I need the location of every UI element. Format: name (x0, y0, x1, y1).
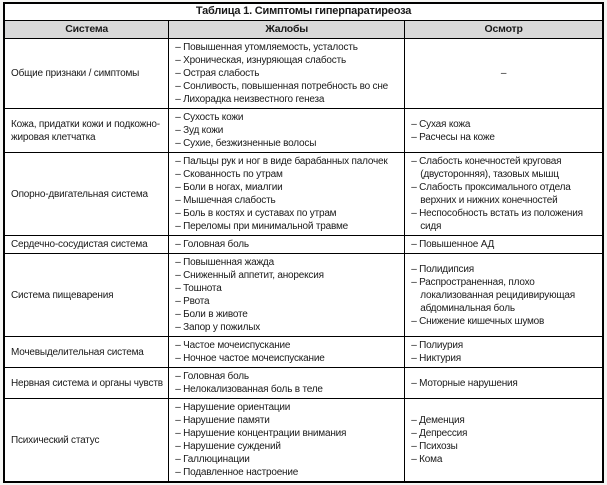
examination-cell (405, 153, 603, 236)
table-row (4, 153, 603, 236)
examination-empty-cell: – (405, 39, 603, 109)
complaints-cell (169, 39, 405, 109)
symptom-item: – Зуд кожи (175, 125, 224, 136)
complaints-cell (169, 236, 405, 254)
symptom-item: – Сухие, безжизненные волосы (175, 138, 317, 149)
table-row (4, 109, 603, 153)
symptom-item: – Острая слабость (175, 68, 260, 79)
table-header-row (4, 21, 603, 39)
table-body (4, 39, 603, 483)
complaints-cell (169, 337, 405, 368)
symptom-item: – Головная боль (175, 239, 249, 250)
symptom-item: – Депрессия (411, 428, 468, 439)
symptom-list (411, 155, 598, 233)
complaints-cell (169, 399, 405, 483)
symptom-list (175, 370, 400, 396)
table-row (4, 368, 603, 399)
symptom-item: – Психозы (411, 441, 458, 452)
symptom-item: – Нарушение памяти (175, 415, 270, 426)
symptom-item: – Лихорадка неизвестного генеза (175, 94, 325, 105)
table-row (4, 254, 603, 337)
symptom-item: – Хроническая, изнуряющая слабость (175, 55, 346, 66)
symptom-item: – Кома (411, 454, 443, 465)
complaints-cell (169, 254, 405, 337)
table-row (4, 337, 603, 368)
symptom-item: – Пальцы рук и ног в виде барабанных палочек (175, 156, 388, 167)
symptom-item: – Сухость кожи (175, 112, 244, 123)
system-cell: Нервная система и органы чувств (4, 368, 169, 399)
symptom-list (175, 238, 400, 251)
examination-cell (405, 399, 603, 483)
symptom-item: – Боли в животе (175, 309, 248, 320)
symptom-item: – Нарушение суждений (175, 441, 281, 452)
symptom-item: – Галлюцинации (175, 454, 250, 465)
symptom-item: – Сухая кожа (411, 118, 471, 130)
symptom-list (411, 414, 598, 466)
symptom-item: – Снижение кишечных шумов (411, 315, 545, 327)
symptom-item: – Распространенная, плохо локализованная рецидивирующая абдоминальная боль (411, 276, 576, 314)
complaints-cell (169, 368, 405, 399)
examination-cell (405, 109, 603, 153)
symptom-item: – Нелокализованная боль в теле (175, 384, 323, 395)
symptom-item: – Рвота (175, 296, 210, 307)
symptom-list (411, 263, 598, 328)
complaints-cell (169, 109, 405, 153)
symptom-list (175, 256, 400, 334)
examination-cell (405, 236, 603, 254)
symptom-item: – Тошнота (175, 283, 222, 294)
symptom-item: – Головная боль (175, 371, 249, 382)
system-cell: Сердечно-сосудистая система (4, 236, 169, 254)
symptom-item: – Нарушение ориентации (175, 402, 291, 413)
symptom-item: – Боль в костях и суставах по утрам (175, 208, 337, 219)
complaints-cell (169, 153, 405, 236)
system-cell: Опорно-двигательная система (4, 153, 169, 236)
symptom-list (175, 41, 400, 106)
symptom-list (175, 401, 400, 479)
system-cell: Общие признаки / симптомы (4, 39, 169, 109)
symptom-item: – Полидипсия (411, 263, 474, 275)
examination-cell (405, 254, 603, 337)
symptom-item: – Переломы при минимальной травме (175, 221, 349, 232)
column-header-system: Система (4, 21, 169, 39)
symptom-item: – Расчесы на коже (411, 131, 495, 143)
symptom-list (411, 339, 598, 365)
table-row (4, 39, 603, 109)
system-cell: Мочевыделительная система (4, 337, 169, 368)
examination-cell (405, 368, 603, 399)
symptom-item: – Частое мочеиспускание (175, 340, 291, 351)
symptom-item: – Деменция (411, 415, 465, 426)
system-cell: Кожа, придатки кожи и подкожно-жировая клетчатка (4, 109, 169, 153)
system-cell: Система пищеварения (4, 254, 169, 337)
symptom-item: – Слабость проксимального отдела верхних и нижних конечностей (411, 182, 571, 206)
symptoms-table (3, 2, 604, 483)
symptom-item: – Полиурия (411, 340, 463, 351)
symptom-list (175, 339, 400, 365)
symptom-item: – Неспособность встать из положения сидя (411, 208, 583, 232)
symptom-item: – Повышенное АД (411, 239, 495, 250)
symptom-list (175, 111, 400, 150)
symptom-item: – Моторные нарушения (411, 377, 518, 389)
symptom-item: – Нарушение концентрации внимания (175, 428, 347, 439)
column-header-complaints: Жалобы (169, 21, 405, 39)
symptom-list (175, 155, 400, 233)
symptom-item: – Запор у пожилых (175, 322, 261, 333)
symptom-item: – Повышенная жажда (175, 257, 274, 268)
table-title: Таблица 1. Симптомы гиперпаратиреоза (4, 3, 603, 21)
symptom-list (411, 377, 598, 390)
symptom-item: – Сниженный аппетит, анорексия (175, 270, 324, 281)
symptom-item: – Мышечная слабость (175, 195, 276, 206)
symptom-item: – Слабость конечностей круговая (двусторонняя), тазовых мышц (411, 156, 562, 180)
symptom-item: – Подавленное настроение (175, 467, 299, 478)
system-cell: Психический статус (4, 399, 169, 483)
table-row (4, 399, 603, 483)
symptom-list (411, 118, 598, 144)
symptom-list (411, 238, 598, 251)
column-header-examination: Осмотр (405, 21, 603, 39)
symptom-item: – Боли в ногах, миалгии (175, 182, 283, 193)
symptom-item: – Никтурия (411, 353, 461, 364)
examination-cell (405, 337, 603, 368)
table-title-row (4, 3, 603, 21)
symptom-item: – Ночное частое мочеиспускание (175, 353, 325, 364)
table-row (4, 236, 603, 254)
symptom-item: – Скованность по утрам (175, 169, 283, 180)
symptom-item: – Сонливость, повышенная потребность во сне (175, 81, 389, 92)
symptom-item: – Повышенная утомляемость, усталость (175, 42, 358, 53)
